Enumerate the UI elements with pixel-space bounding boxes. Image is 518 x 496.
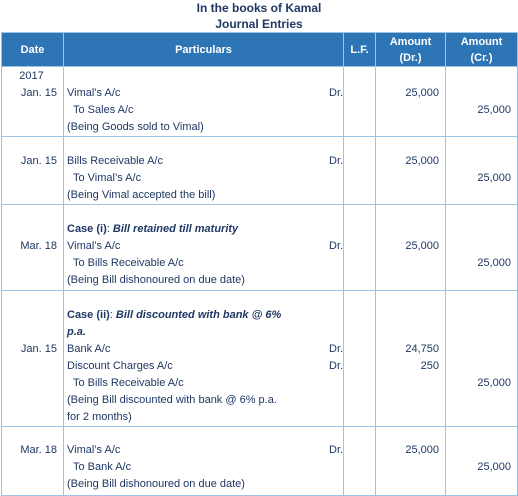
dr-marker: Dr. — [329, 155, 344, 167]
entry-year: 2017 — [19, 70, 44, 82]
narration: (Being Vimal accepted the bill) — [67, 189, 216, 201]
credit-cell — [446, 427, 518, 496]
debit-cell — [376, 291, 446, 427]
entry-particulars — [64, 205, 344, 291]
case-heading — [67, 307, 343, 324]
dr-marker: Dr. — [329, 240, 344, 252]
entry-date-cell — [2, 137, 64, 205]
case-text-line2: p.a. — [67, 326, 86, 338]
credit-account: To Sales A/c — [73, 104, 134, 116]
table-row — [2, 137, 518, 205]
debit-account: Vimal’s A/c — [67, 444, 121, 456]
table-row — [2, 205, 518, 291]
col-header-debit-line2: (Dr.) — [399, 51, 422, 64]
credit-amount: 25,000 — [477, 172, 511, 184]
debit-amount: 25,000 — [405, 155, 439, 167]
entry-particulars — [64, 291, 344, 427]
table-row — [2, 291, 518, 427]
debit-account: Bills Receivable A/c — [67, 155, 163, 167]
debit-account: Vimal’s A/c — [67, 240, 121, 252]
col-header-credit — [446, 33, 518, 67]
debit-amount: 24,750 — [405, 343, 439, 355]
narration-line2: for 2 months) — [67, 411, 132, 423]
col-header-particulars: Particulars — [64, 33, 344, 67]
entry-particulars — [64, 427, 344, 496]
entry-date-cell — [2, 427, 64, 496]
debit-cell — [376, 137, 446, 205]
case-heading — [67, 221, 343, 238]
case-label: Case (i) — [67, 223, 107, 235]
lf-cell — [344, 67, 376, 137]
col-header-lf: L.F. — [344, 33, 376, 67]
lf-cell — [344, 137, 376, 205]
entry-date: Mar. 18 — [20, 444, 57, 456]
journal-table — [1, 32, 518, 496]
debit-amount: 25,000 — [405, 444, 439, 456]
credit-amount: 25,000 — [477, 461, 511, 473]
dr-marker-2: Dr. — [329, 360, 344, 372]
debit-account: Bank A/c — [67, 343, 111, 355]
entry-date-cell — [2, 291, 64, 427]
entry-date: Jan. 15 — [20, 155, 57, 167]
credit-amount: 25,000 — [477, 377, 511, 389]
credit-amount: 25,000 — [477, 257, 511, 269]
entry-date: Mar. 18 — [20, 240, 57, 252]
debit-amount-2: 250 — [420, 360, 439, 372]
dr-marker: Dr. — [329, 87, 344, 99]
credit-cell — [446, 67, 518, 137]
case-label: Case (ii) — [67, 309, 110, 321]
case-separator: : — [106, 223, 113, 235]
table-header-row — [2, 33, 518, 67]
debit-amount: 25,000 — [405, 87, 439, 99]
debit-cell — [376, 205, 446, 291]
debit-cell — [376, 67, 446, 137]
narration: (Being Bill dishonoured on due date) — [67, 478, 245, 490]
lf-cell — [344, 291, 376, 427]
narration: (Being Goods sold to Vimal) — [67, 121, 204, 133]
credit-account: To Bills Receivable A/c — [73, 377, 184, 389]
entry-particulars — [64, 137, 344, 205]
debit-cell — [376, 427, 446, 496]
credit-account: To Bills Receivable A/c — [73, 257, 184, 269]
case-separator: : — [109, 309, 116, 321]
credit-amount: 25,000 — [477, 104, 511, 116]
debit-account: Vimal’s A/c — [67, 87, 121, 99]
dr-marker: Dr. — [329, 444, 344, 456]
col-header-debit — [376, 33, 446, 67]
col-header-date: Date — [2, 33, 64, 67]
entry-date: Jan. 15 — [20, 87, 57, 99]
credit-cell — [446, 205, 518, 291]
book-title: In the books of Kamal — [196, 1, 322, 15]
credit-cell — [446, 291, 518, 427]
lf-cell — [344, 427, 376, 496]
lf-cell — [344, 205, 376, 291]
narration-line1: (Being Bill discounted with bank @ 6% p.a. — [67, 394, 277, 406]
dr-marker: Dr. — [329, 343, 344, 355]
entry-date-cell — [2, 67, 64, 137]
credit-account: To Bank A/c — [73, 461, 132, 473]
entry-date-cell — [2, 205, 64, 291]
credit-account: To Vimal’s A/c — [73, 172, 142, 184]
col-header-debit-line1: Amount — [389, 35, 432, 48]
journal-subtitle: Journal Entries — [215, 17, 303, 31]
narration: (Being Bill dishonoured on due date) — [67, 274, 245, 286]
col-header-credit-line2: (Cr.) — [470, 51, 493, 64]
debit-amount: 25,000 — [405, 240, 439, 252]
entry-date: Jan. 15 — [20, 343, 57, 355]
col-header-credit-line1: Amount — [460, 35, 503, 48]
credit-cell — [446, 137, 518, 205]
case-text: Bill retained till maturity — [112, 223, 239, 235]
entry-particulars — [64, 67, 344, 137]
table-row — [2, 67, 518, 137]
table-row — [2, 427, 518, 496]
case-text-line1: Bill discounted with bank @ 6% — [115, 309, 282, 321]
debit-account-2: Discount Charges A/c — [67, 360, 173, 372]
